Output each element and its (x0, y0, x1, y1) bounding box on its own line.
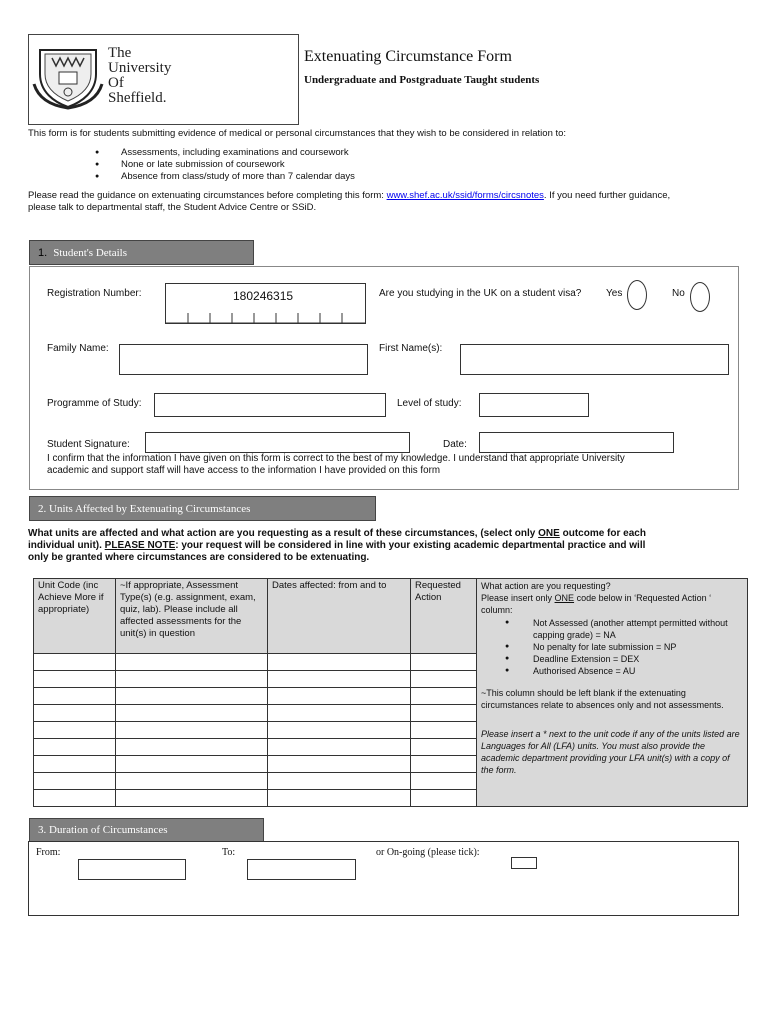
unit-code-cell[interactable] (34, 705, 116, 722)
assessment-type-cell[interactable] (116, 705, 268, 722)
units-question-part1: What units are affected and what action are you requesting as a result of these circumstances, (select only (28, 528, 539, 539)
dates-cell[interactable] (268, 773, 411, 790)
unit-code-cell[interactable] (34, 688, 116, 705)
university-crest-icon (32, 44, 104, 110)
registration-digit-ticks (166, 313, 366, 324)
unit-code-cell[interactable] (34, 773, 116, 790)
units-question-line3: only be granted where circumstances are considered to be extenuating. (28, 552, 370, 563)
unit-code-cell[interactable] (34, 654, 116, 671)
unit-code-cell[interactable] (34, 671, 116, 688)
guidance-after: . If you need further guidance, (543, 190, 671, 201)
first-names-field[interactable] (460, 344, 729, 375)
university-name-line4: Sheffield. (108, 90, 167, 106)
section3-header: 3. Duration of Circumstances (29, 818, 264, 842)
units-question (28, 528, 646, 564)
visa-yes-label: Yes (606, 288, 623, 299)
signature-field[interactable] (145, 432, 410, 453)
units-question-part2: outcome for each (559, 528, 646, 539)
assessment-type-cell[interactable] (116, 722, 268, 739)
dates-cell[interactable] (268, 790, 411, 807)
intro-bullets (95, 147, 355, 183)
guidance-before: Please read the guidance on extenuating circumstances before completing this form: (28, 190, 387, 201)
action-code-cell[interactable] (411, 739, 477, 756)
list-item: ● Authorised Absence = AU (481, 665, 743, 677)
action-insert-a: Please insert only (481, 593, 555, 603)
action-code-cell[interactable] (411, 705, 477, 722)
confirmation-text (47, 453, 625, 477)
programme-label: Programme of Study: (47, 398, 142, 409)
level-label: Level of study: (397, 398, 462, 409)
date-field[interactable] (479, 432, 674, 453)
assessment-type-cell[interactable] (116, 671, 268, 688)
section2-header: 2. Units Affected by Extenuating Circumstances (29, 496, 376, 521)
dates-cell[interactable] (268, 671, 411, 688)
list-item: ● Assessments, including examinations and coursework (95, 147, 355, 159)
col-requested-action: Requested Action (411, 579, 477, 654)
intro-text: This form is for students submitting evidence of medical or personal circumstances that they wish to be considered in relation to: (28, 128, 567, 139)
visa-no-radio[interactable] (690, 282, 710, 312)
list-item: ● No penalty for late submission = NP (481, 641, 743, 653)
action-code-cell[interactable] (411, 722, 477, 739)
action-head: What action are you requesting? (481, 581, 611, 591)
action-lfa-note: Please insert a * next to the unit code if any of the units listed are Languages for All (LFA) units. You must also provide the academic department providing your LFA unit(s) with a copy of the form. (481, 729, 740, 775)
col-assessment-type: ~If appropriate, Assessment Type(s) (e.g. assignment, exam, quiz, lab). Please include all affected assessments for the unit(s) in question (116, 579, 268, 654)
dates-cell[interactable] (268, 688, 411, 705)
university-name-line1: The (108, 45, 132, 61)
to-field[interactable] (247, 859, 356, 880)
list-item: ● Absence from class/study of more than 7 calendar days (95, 171, 355, 183)
list-item: ● Deadline Extension = DEX (481, 653, 743, 665)
action-code-cell[interactable] (411, 790, 477, 807)
form-subtitle: Undergraduate and Postgraduate Taught students (304, 74, 540, 86)
col-unit-code: Unit Code (inc Achieve More if appropriate) (34, 579, 116, 654)
signature-label: Student Signature: (47, 439, 130, 450)
action-code-cell[interactable] (411, 688, 477, 705)
confirmation-line2: academic and support staff will have access to the information I have provided on this form (47, 465, 440, 476)
unit-code-cell[interactable] (34, 790, 116, 807)
assessment-type-cell[interactable] (116, 790, 268, 807)
assessment-type-cell[interactable] (116, 688, 268, 705)
action-one: ONE (554, 593, 575, 603)
registration-value: 180246315 (233, 289, 294, 303)
dates-cell[interactable] (268, 705, 411, 722)
units-question-one: ONE (538, 528, 560, 539)
visa-yes-radio[interactable] (627, 280, 647, 310)
action-code-cell[interactable] (411, 773, 477, 790)
to-label: To: (222, 847, 236, 858)
action-code-cell[interactable] (411, 654, 477, 671)
university-name-line2: University (108, 60, 172, 76)
dates-cell[interactable] (268, 722, 411, 739)
section1-number: 1. (38, 246, 48, 259)
section1-title: Student's Details (53, 246, 127, 259)
form-title: Extenuating Circumstance Form (304, 48, 512, 65)
action-code-cell[interactable] (411, 671, 477, 688)
table-header-row (34, 579, 748, 654)
action-guidance-cell (477, 579, 748, 807)
section1-header (29, 240, 254, 265)
from-field[interactable] (78, 859, 186, 880)
assessment-type-cell[interactable] (116, 654, 268, 671)
dates-cell[interactable] (268, 654, 411, 671)
university-name-line3: Of (108, 75, 124, 91)
first-names-label: First Name(s): (379, 343, 443, 354)
unit-code-cell[interactable] (34, 756, 116, 773)
guidance-line2: please talk to departmental staff, the Student Advice Centre or SSiD. (28, 202, 317, 213)
confirmation-line1: I confirm that the information I have given on this form is correct to the best of my knowledge. I understand that appropriate University (47, 453, 625, 464)
level-field[interactable] (479, 393, 589, 417)
visa-no-label: No (672, 288, 685, 299)
action-insert-b: code below in ‘Requested Action ‘ column: (481, 593, 712, 615)
guidance-text (28, 190, 670, 214)
assessment-type-cell[interactable] (116, 756, 268, 773)
assessment-type-cell[interactable] (116, 773, 268, 790)
list-item: ● Not Assessed (another attempt permitted without capping grade) = NA (481, 617, 743, 641)
guidance-link[interactable]: www.shef.ac.uk/ssid/forms/circsnotes (386, 190, 544, 201)
units-table (33, 578, 748, 807)
assessment-type-cell[interactable] (116, 739, 268, 756)
family-name-field[interactable] (119, 344, 368, 375)
list-item: ● None or late submission of coursework (95, 159, 355, 171)
visa-question: Are you studying in the UK on a student visa? (379, 288, 582, 299)
please-note: PLEASE NOTE (104, 540, 176, 551)
ongoing-checkbox[interactable] (511, 857, 537, 869)
date-label: Date: (443, 439, 467, 450)
from-label: From: (36, 847, 61, 858)
action-code-cell[interactable] (411, 756, 477, 773)
dates-cell[interactable] (268, 756, 411, 773)
unit-code-cell[interactable] (34, 722, 116, 739)
action-options-list (481, 617, 743, 677)
dates-cell[interactable] (268, 739, 411, 756)
registration-label: Registration Number: (47, 288, 142, 299)
col-dates-affected: Dates affected: from and to (268, 579, 411, 654)
units-question-line2b: : your request will be considered in line with your existing academic departmental practice and will (175, 540, 646, 551)
ongoing-label: or On-going (please tick): (376, 847, 480, 858)
unit-code-cell[interactable] (34, 739, 116, 756)
programme-field[interactable] (154, 393, 386, 417)
units-question-line2a: individual unit). (28, 540, 105, 551)
action-note: ~This column should be left blank if the extenuating circumstances relate to absences only and not assessments. (481, 688, 724, 710)
family-name-label: Family Name: (47, 343, 109, 354)
registration-input[interactable] (165, 283, 366, 324)
